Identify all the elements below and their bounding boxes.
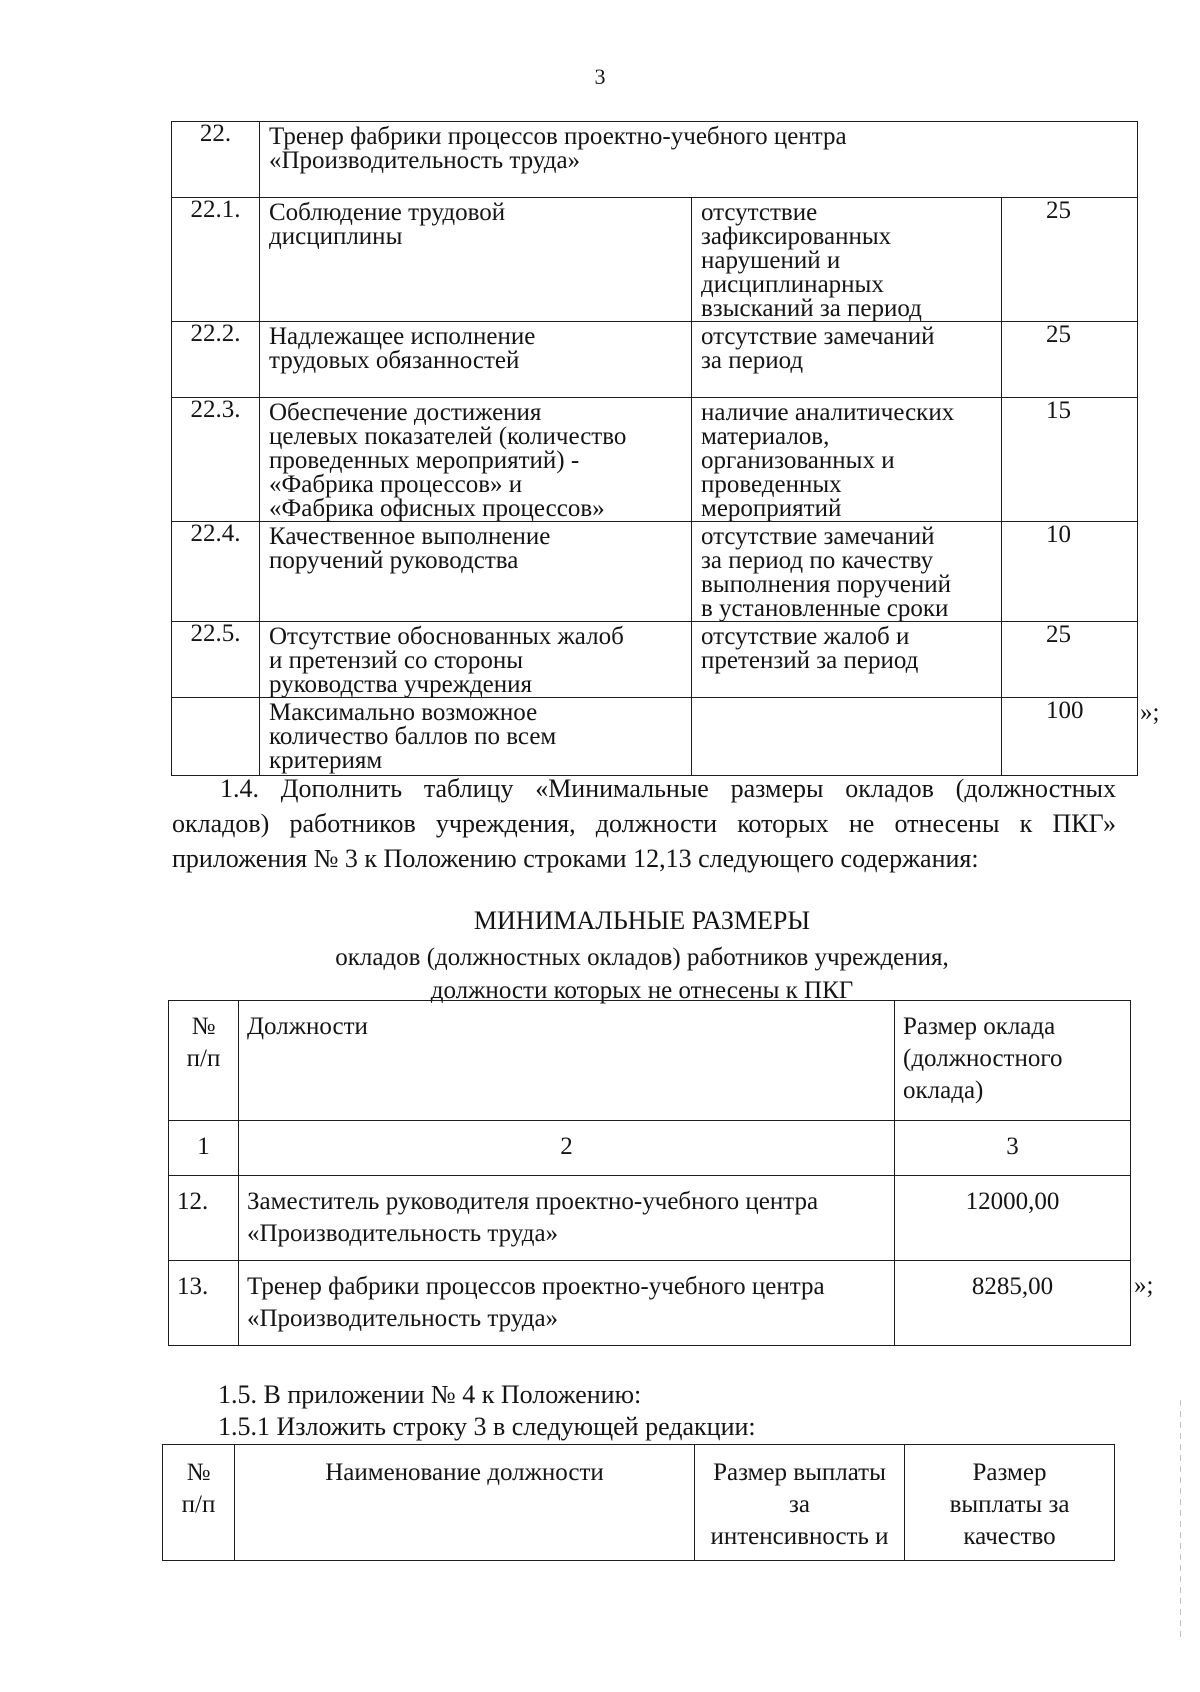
salary-index-row (169, 1121, 1131, 1176)
condition-line: отсутствие жалоб и (701, 623, 910, 650)
header-line: за (789, 1491, 810, 1518)
salary-header-salary (895, 1001, 1131, 1121)
criterion-line: «Фабрика офисных процессов» (269, 495, 605, 522)
criteria-header-num: 22. (172, 122, 260, 198)
criteria-num: 22.3. (172, 398, 260, 522)
header-line: Размер (972, 1459, 1047, 1486)
salary-amount: 12000,00 (895, 1176, 1131, 1261)
condition-line: за период (701, 347, 804, 374)
criteria-row (172, 622, 1138, 698)
criteria-total-row (172, 698, 1138, 776)
criteria-condition (692, 322, 1002, 398)
criteria-header-title-line: «Производительность труда» (269, 147, 581, 174)
salary-heading-line: должности которых не отнесены к ПКГ (430, 977, 854, 1004)
criteria-score: 15 (1002, 398, 1138, 522)
condition-line: зафиксированных (701, 223, 892, 250)
criteria-total-criterion (260, 698, 692, 776)
condition-line: претензий за период (701, 647, 919, 674)
criterion-line: проведенных мероприятий) - (269, 447, 580, 474)
criteria-criterion (260, 198, 692, 322)
criterion-line: поручений руководства (269, 547, 519, 574)
payment-header-quality (905, 1445, 1115, 1561)
payment-table (162, 1444, 1115, 1561)
header-line: качество (963, 1523, 1056, 1550)
header-line: Размер оклада (903, 1013, 1056, 1040)
salary-heading-subtitle (172, 941, 1112, 1007)
criterion-line: Надлежащее исполнение (269, 323, 536, 350)
condition-line: отсутствие замечаний (701, 523, 935, 550)
criterion-line: трудовых обязанностей (269, 347, 520, 374)
criteria-score: 25 (1002, 198, 1138, 322)
criterion-line: целевых показателей (количество (269, 423, 627, 450)
criterion-line: Соблюдение трудовой (269, 199, 506, 226)
criteria-row (172, 522, 1138, 622)
criteria-header-row (172, 122, 1138, 198)
salary-row (169, 1261, 1131, 1346)
salary-close-quote: »; (1134, 1272, 1154, 1299)
criteria-num: 22.4. (172, 522, 260, 622)
salary-index-cell: 3 (895, 1121, 1131, 1176)
salary-header-num (169, 1001, 239, 1121)
page-number: 3 (594, 64, 606, 89)
paragraph-line: окладов) работников учреждения, должности которых не отнесены к ПКГ» (172, 809, 1116, 838)
payment-header-position: Наименование должности (235, 1445, 695, 1561)
criteria-criterion (260, 398, 692, 522)
position-line: «Производительность труда» (247, 1305, 559, 1332)
criteria-row (172, 322, 1138, 398)
salary-position (239, 1261, 895, 1346)
header-line: Размер выплаты (713, 1459, 886, 1486)
criteria-condition (692, 398, 1002, 522)
salary-header-row (169, 1001, 1131, 1121)
salary-position (239, 1176, 895, 1261)
criterion-line: критериям (269, 747, 383, 774)
criteria-total-condition (692, 698, 1002, 776)
criteria-criterion (260, 322, 692, 398)
criterion-line: Качественное выполнение (269, 523, 551, 550)
criteria-num: 22.5. (172, 622, 260, 698)
header-line: выплаты за (949, 1491, 1070, 1518)
criteria-row (172, 398, 1138, 522)
criteria-num: 22.1. (172, 198, 260, 322)
payment-header-num (163, 1445, 235, 1561)
criterion-line: Отсутствие обоснованных жалоб (269, 623, 624, 650)
header-line: п/п (186, 1045, 221, 1072)
payment-header-row (163, 1445, 1115, 1561)
paragraph-1-5: 1.5. В приложении № 4 к Положению: (218, 1380, 642, 1409)
criterion-line: Обеспечение достижения (269, 399, 542, 426)
header-line: п/п (181, 1491, 216, 1518)
condition-line: мероприятий (701, 495, 842, 522)
condition-line: отсутствие замечаний (701, 323, 935, 350)
salary-heading-title: МИНИМАЛЬНЫЕ РАЗМЕРЫ (473, 906, 811, 935)
criteria-condition (692, 622, 1002, 698)
header-line: оклада) (903, 1077, 984, 1104)
salary-num: 12. (169, 1176, 239, 1261)
scan-artifact-line (1180, 1400, 1181, 1640)
header-line: № (191, 1013, 216, 1040)
criteria-criterion (260, 622, 692, 698)
criterion-line: «Фабрика процессов» и (269, 471, 523, 498)
condition-line: наличие аналитических (701, 399, 955, 426)
salary-amount: 8285,00 (895, 1261, 1131, 1346)
criteria-header-title-line: Тренер фабрики процессов проектно-учебного центра (269, 123, 847, 150)
criterion-line: руководства учреждения (269, 671, 533, 698)
condition-line: материалов, (701, 423, 830, 450)
header-line: № (186, 1459, 211, 1486)
salary-header-position: Должности (239, 1001, 895, 1121)
salary-index-cell: 2 (239, 1121, 895, 1176)
criteria-score: 25 (1002, 622, 1138, 698)
criteria-criterion (260, 522, 692, 622)
condition-line: проведенных (701, 471, 842, 498)
salary-heading (172, 903, 1112, 938)
header-line: интенсивность и (710, 1523, 889, 1550)
criteria-table (171, 121, 1138, 776)
criterion-line: количество баллов по всем (269, 723, 557, 750)
paragraph-1-4 (172, 771, 1116, 876)
position-line: Заместитель руководителя проектно-учебного центра (247, 1188, 819, 1215)
criteria-score: 10 (1002, 522, 1138, 622)
criterion-line: дисциплины (269, 223, 403, 250)
salary-row (169, 1176, 1131, 1261)
criteria-header-title (260, 122, 1138, 198)
condition-line: нарушений и (701, 247, 841, 274)
salary-index-cell: 1 (169, 1121, 239, 1176)
salary-num: 13. (169, 1261, 239, 1346)
paragraph-line: приложения № 3 к Положению строками 12,13 следующего содержания: (172, 844, 979, 873)
condition-line: выполнения поручений (701, 571, 951, 598)
criteria-num: 22.2. (172, 322, 260, 398)
criteria-close-quote: »; (1140, 699, 1160, 726)
condition-line: дисциплинарных (701, 271, 884, 298)
paragraph-1-5-1: 1.5.1 Изложить строку 3 в следующей редакции: (218, 1412, 756, 1441)
paragraph-line: 1.4. Дополнить таблицу «Минимальные размеры окладов (должностных (220, 774, 1116, 803)
salary-heading-line: окладов (должностных окладов) работников учреждения, (335, 944, 949, 971)
header-line: (должностного (903, 1045, 1063, 1072)
criteria-score: 25 (1002, 322, 1138, 398)
criteria-total-num (172, 698, 260, 776)
criteria-condition (692, 522, 1002, 622)
salary-table (168, 1000, 1131, 1346)
condition-line: в установленные сроки (701, 595, 949, 622)
criteria-row (172, 198, 1138, 322)
position-line: Тренер фабрики процессов проектно-учебного центра (247, 1273, 825, 1300)
condition-line: за период по качеству (701, 547, 934, 574)
condition-line: отсутствие (701, 199, 818, 226)
criteria-condition (692, 198, 1002, 322)
position-line: «Производительность труда» (247, 1220, 559, 1247)
condition-line: взысканий за период (701, 295, 922, 322)
criteria-total-score: 100 (1002, 698, 1138, 776)
payment-header-intensity (695, 1445, 905, 1561)
condition-line: организованных и (701, 447, 895, 474)
criterion-line: и претензий со стороны (269, 647, 524, 674)
criterion-line: Максимально возможное (269, 699, 538, 726)
